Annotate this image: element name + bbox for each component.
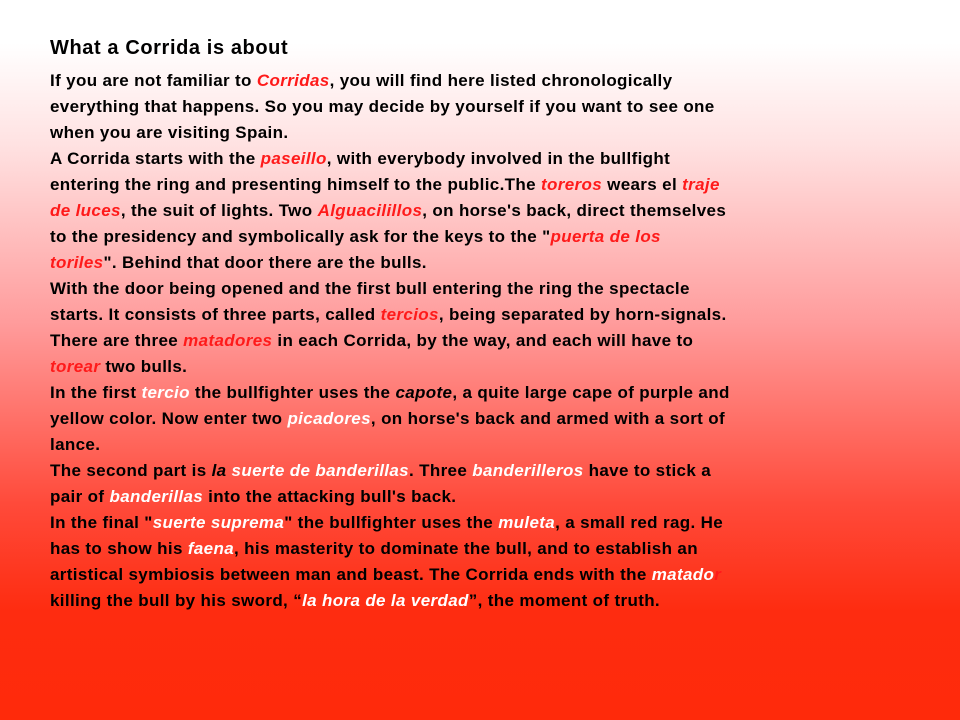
text-segment: pair of	[50, 487, 110, 506]
text-segment: killing the bull by his sword, “	[50, 591, 303, 610]
text-segment: the bullfighter uses the	[189, 383, 396, 402]
highlighted-term: suerte suprema	[152, 513, 285, 532]
italic-term: la	[211, 461, 227, 480]
text-segment: With the door being opened and the first bull entering the ring the spectacle	[50, 279, 690, 298]
text-line	[50, 198, 890, 224]
text-segment: . Three	[408, 461, 473, 480]
text-segment: , on horse's back, direct themselves	[422, 201, 727, 220]
highlighted-term: torear	[50, 357, 101, 376]
italic-term: capote	[395, 383, 453, 402]
highlighted-term: de luces	[50, 201, 121, 220]
text-line	[50, 172, 890, 198]
text-segment: , on horse's back and armed with a sort of	[370, 409, 726, 428]
text-segment: There are three	[50, 331, 184, 350]
text-line	[50, 276, 890, 302]
text-line	[50, 380, 890, 406]
text-segment: lance.	[50, 435, 101, 454]
text-segment: ". Behind that door there are the bulls.	[103, 253, 427, 272]
text-segment: , with everybody involved in the bullfight	[326, 149, 671, 168]
text-segment: in each Corrida, by the way, and each will have to	[272, 331, 694, 350]
highlighted-term: matado	[651, 565, 715, 584]
text-segment: to the presidency and symbolically ask for the keys to the "	[50, 227, 551, 246]
highlighted-term: muleta	[498, 513, 556, 532]
text-segment: In the first	[50, 383, 142, 402]
text-line	[50, 484, 890, 510]
text-segment: The second part is	[50, 461, 212, 480]
highlighted-term: la hora de la verdad	[302, 591, 469, 610]
text-line	[50, 146, 890, 172]
highlighted-term: traje	[682, 175, 720, 194]
text-line	[50, 302, 890, 328]
text-segment: , a small red rag. He	[555, 513, 724, 532]
text-segment: ”, the moment of truth.	[468, 591, 661, 610]
highlighted-term: Alguacilillos	[317, 201, 423, 220]
text-segment: In the final "	[50, 513, 153, 532]
highlighted-term: tercio	[141, 383, 190, 402]
text-segment: , his masterity to dominate the bull, and to establish an	[234, 539, 698, 558]
highlighted-term: banderilleros	[472, 461, 584, 480]
highlighted-term: banderillas	[109, 487, 204, 506]
highlighted-term: matadores	[183, 331, 273, 350]
highlighted-term: puerta de los	[550, 227, 661, 246]
text-line	[50, 562, 890, 588]
slide-body-text	[50, 68, 890, 614]
highlighted-term: toriles	[50, 253, 104, 272]
text-line	[50, 536, 890, 562]
text-segment: everything that happens. So you may decide by yourself if you want to see one	[50, 97, 715, 116]
text-segment: , you will find here listed chronologically	[329, 71, 673, 90]
text-segment: " the bullfighter uses the	[284, 513, 499, 532]
text-segment: have to stick a	[583, 461, 712, 480]
highlighted-term: Corridas	[256, 71, 330, 90]
text-line	[50, 588, 890, 614]
highlighted-term: toreros	[541, 175, 603, 194]
text-segment: artistical symbiosis between man and beast. The Corrida ends with the	[50, 565, 652, 584]
text-segment: has to show his	[50, 539, 188, 558]
highlighted-term: r	[714, 565, 722, 584]
text-segment: yellow color. Now enter two	[50, 409, 288, 428]
text-segment: , being separated by horn-signals.	[438, 305, 727, 324]
text-segment: If you are not familiar to	[50, 71, 257, 90]
highlighted-term: faena	[187, 539, 235, 558]
text-segment: A Corrida starts with the	[50, 149, 261, 168]
text-segment: when you are visiting Spain.	[50, 123, 289, 142]
text-line	[50, 120, 890, 146]
text-line	[50, 432, 890, 458]
slide-title: What a Corrida is about	[50, 37, 289, 59]
highlighted-term: suerte de banderillas	[231, 461, 409, 480]
highlighted-term: tercios	[380, 305, 439, 324]
text-line	[50, 250, 890, 276]
highlighted-term: picadores	[287, 409, 371, 428]
text-segment: , a quite large cape of purple and	[452, 383, 730, 402]
text-segment: entering the ring and presenting himself to the public.The	[50, 175, 542, 194]
text-line	[50, 94, 890, 120]
text-line	[50, 510, 890, 536]
text-segment: , the suit of lights. Two	[120, 201, 318, 220]
text-line	[50, 224, 890, 250]
text-segment: two bulls.	[100, 357, 188, 376]
text-segment: wears el	[602, 175, 683, 194]
text-line	[50, 354, 890, 380]
highlighted-term: paseillo	[260, 149, 327, 168]
text-line	[50, 458, 890, 484]
text-segment: into the attacking bull's back.	[203, 487, 457, 506]
text-line	[50, 406, 890, 432]
text-line	[50, 68, 890, 94]
text-segment: starts. It consists of three parts, called	[50, 305, 381, 324]
text-line	[50, 328, 890, 354]
